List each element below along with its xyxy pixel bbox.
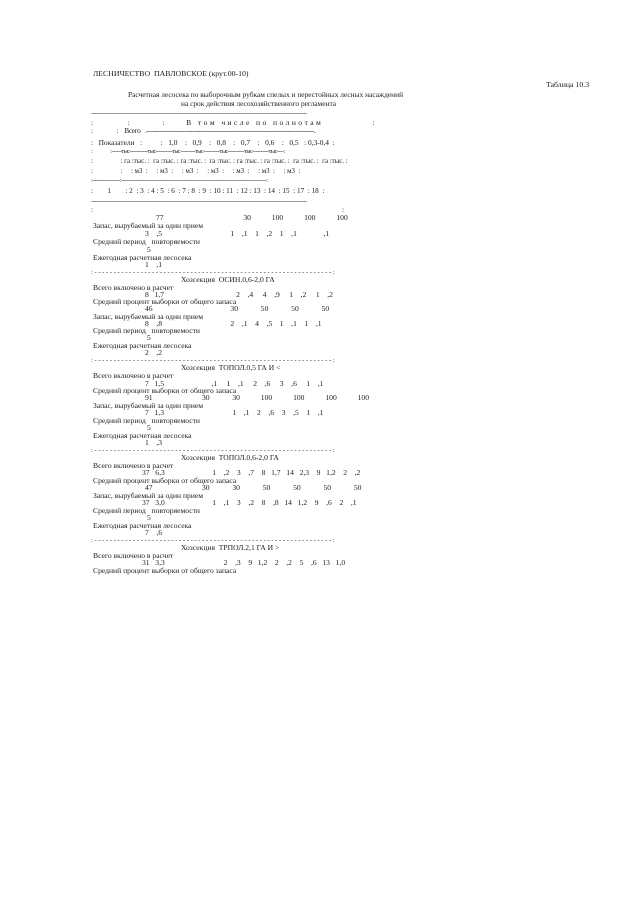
b0-period-label: Средний период повторяемости — [93, 237, 200, 246]
s1-annual-values: 2 ,2 — [145, 348, 163, 357]
forestry-name: ЛЕСНИЧЕСТВО ПАВЛОВСКОЕ (крут.00-10) — [93, 69, 249, 78]
head-line-2: : : Всего .--------------------------------------------------------------------------------. — [91, 127, 316, 135]
separator-3: : - - - - - - - - - - - - - - - - - - - - - - - - - - - - - - - - - - - - - - - - - - - - - - - - - - - - - - - - - - - - - - : — [91, 447, 335, 454]
stub-right: : — [342, 205, 345, 214]
s1-title: Хозсекция ОСИН.0,6-2,0 ГА — [181, 275, 275, 284]
s1-period-value: 5 — [147, 333, 151, 342]
s2-annual-label: Ежегодная расчетная лесосека — [93, 431, 192, 440]
s2-annual-values: 1 ,3 — [145, 438, 163, 447]
s1-period-label: Средний период повторяемости — [93, 326, 200, 335]
rule-top: --------------------------------------------------------------------------------------------------------------------------------------- — [91, 110, 307, 117]
head-line-6: : : : м3 : : м3 : : м3 : : м3 : : м3 : : м3 : : м3 : — [91, 168, 301, 175]
s3-period-label: Средний период повторяемости — [93, 506, 200, 515]
b0-annual-values: 1 ,1 — [145, 260, 163, 269]
s2-title: Хозсекция ТОПОЛ.0,5 ГА И < — [181, 363, 281, 372]
column-numbers: : 1 : 2 : 3 : 4 : 5 : 6 : 7 : 8 : 9 : 10 : 11 : 12 : 13 : 14 : 15 : 17 : 18 : — [91, 187, 325, 195]
s3-pct-values: 47 30 30 50 50 50 50 — [145, 483, 362, 492]
s2-included-values: 7 1,5 ,1 1 ,1 2 ,6 3 ,6 1 ,1 — [145, 379, 324, 388]
s1-included-label: Всего включено в расчет — [93, 283, 174, 292]
s4-pct-label: Средний процент выборки от общего запаса — [93, 566, 237, 575]
s2-pct-label: Средний процент выборки от общего запаса — [93, 386, 237, 395]
separator-4: : - - - - - - - - - - - - - - - - - - - - - - - - - - - - - - - - - - - - - - - - - - - - - - - - - - - - - - - - - - - - - - : — [91, 537, 335, 544]
head-line-5: : : га :тыс. : га :тыс. : га :тыс. : га :тыс. : га :тыс. : га :тыс. : га :тыс. : га :тыс. : — [91, 158, 348, 165]
b0-annual-label: Ежегодная расчетная лесосека — [93, 253, 192, 262]
table-number: Таблица 10.3 — [546, 80, 590, 89]
s1-pct-values: 46 30 50 50 50 — [145, 304, 330, 313]
b0-cut-values: 3 ,5 1 ,1 1 ,2 1 ,1 ,1 — [145, 229, 330, 238]
s1-cut-label: Запас, вырубаемый за один прием — [93, 312, 204, 321]
s1-annual-label: Ежегодная расчетная лесосека — [93, 341, 192, 350]
s2-included-label: Всего включено в расчет — [93, 371, 174, 380]
s1-pct-label: Средний процент выборки от общего запаса — [93, 297, 237, 306]
s3-title: Хозсекция ТОПОЛ.0,6-2,0 ГА — [181, 453, 279, 462]
s3-annual-label: Ежегодная расчетная лесосека — [93, 521, 192, 530]
s1-included-values: 8 1,7 2 ,4 4 ,9 1 ,2 1 ,2 — [145, 290, 333, 299]
s3-period-value: 5 — [147, 513, 151, 522]
separator-1: : - - - - - - - - - - - - - - - - - - - - - - - - - - - - - - - - - - - - - - - - - - - - - - - - - - - - - - - - - - - - - - : — [91, 269, 335, 276]
s3-annual-values: 7 ,6 — [145, 528, 163, 537]
table-title-line-2: на срок действия лесохозяйственного регламента — [181, 99, 337, 108]
head-line-4: : :------тыс-----------тыс----------тыс---------тыс----------тыс----------тыс----------тыс----: — [91, 149, 285, 155]
s4-included-values: 31 3,3 2 ,3 9 1,2 2 ,2 5 ,6 13 1,0 — [142, 558, 346, 567]
s2-period-label: Средний период повторяемости — [93, 416, 200, 425]
s2-cut-values: 7 1,3 1 ,1 2 ,6 3 ,5 1 ,1 — [145, 408, 324, 417]
s3-pct-label: Средний процент выборки от общего запаса — [93, 476, 237, 485]
rule-bottom: --------------------------------------------------------------------------------------------------------------------------------------- — [91, 198, 307, 205]
s3-included-values: 37 6,3 1 ,2 3 ,7 8 1,7 14 2,3 9 1,2 2 ,2 — [142, 468, 361, 477]
s3-cut-values: 37 3,0 1 ,1 3 ,2 8 ,8 14 1,2 9 ,6 2 ,1 — [142, 498, 357, 507]
table-title-line-1: Расчетная лесосека по выборочным рубкам спелых и перестойных лесных насаждений — [128, 90, 404, 99]
s4-included-label: Всего включено в расчет — [93, 551, 174, 560]
s2-pct-values: 91 30 30 100 100 100 100 — [145, 393, 370, 402]
s4-title: Хозсекция ТРПОЛ.2,1 ГА И > — [181, 543, 280, 552]
s2-period-value: 5 — [147, 423, 151, 432]
b0-cut-label: Запас, вырубаемый за один прием — [93, 221, 204, 230]
head-line-3: : Показатели : : 1,0 : 0,9 : 0,8 : 0,7 : 0,6 : 0,5 : 0,3-0,4 : — [91, 138, 335, 147]
head-line-1: : : : В т о м ч и с л е п о п о л н о т а м : — [91, 118, 375, 127]
stub-left: : — [91, 205, 94, 214]
s3-included-label: Всего включено в расчет — [93, 461, 174, 470]
separator-2: : - - - - - - - - - - - - - - - - - - - - - - - - - - - - - - - - - - - - - - - - - - - - - - - - - - - - - - - - - - - - - - : — [91, 357, 335, 364]
s3-cut-label: Запас, вырубаемый за один прием — [93, 491, 204, 500]
b0-period-value: 5 — [147, 245, 151, 254]
rule-mid: :------------------:-----------------------------------------------------------------------------------------------: — [91, 178, 268, 184]
s1-cut-values: 8 ,8 2 ,1 4 ,5 1 ,1 1 ,1 — [145, 319, 322, 328]
b0-pct-values: 77 30 100 100 100 — [156, 213, 348, 222]
s2-cut-label: Запас, вырубаемый за один прием — [93, 401, 204, 410]
